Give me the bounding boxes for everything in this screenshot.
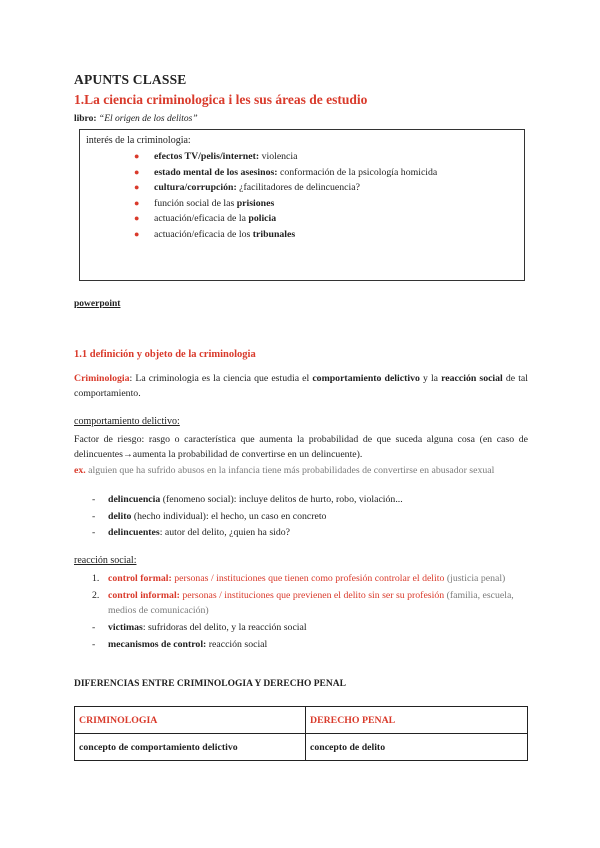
- interest-heading: interés de la criminologia:: [86, 135, 191, 146]
- bullet-icon: ●: [134, 166, 140, 177]
- table-cell: concepto de comportamiento delictivo: [75, 734, 306, 761]
- bullet-icon: ●: [134, 228, 140, 239]
- table-row: [75, 734, 528, 761]
- list-item: - mecanismos de control: reacción social: [92, 639, 268, 650]
- reaction-list: [92, 571, 532, 654]
- list-item: - delincuentes: autor del delito, ¿quien ha sido?: [92, 527, 291, 538]
- book-reference: [74, 114, 198, 124]
- bullet-icon: ●: [134, 197, 140, 208]
- table-header-cell: DERECHO PENAL: [306, 707, 528, 734]
- reaccion-heading: reacción social:: [74, 555, 137, 566]
- bullet-icon: ●: [134, 151, 140, 161]
- list-item: - delito (hecho individual): el hecho, un caso en concreto: [92, 510, 327, 522]
- list-item: - delincuencia (fenomeno social): incluye delitos de hurto, robo, violación...: [92, 494, 403, 505]
- interest-box: [79, 129, 525, 281]
- list-item: ● actuación/eficacia de la policia: [134, 211, 437, 227]
- table-cell: concepto de delito: [306, 734, 528, 761]
- risk-factor-paragraph: Factor de riesgo: rasgo o característica que aumenta la probabilidad de que suceda alguna cosa (en caso de delincuentes→aumenta la probabilidad de convertirse en un delincuente).: [74, 434, 528, 460]
- list-item: ● actuación/eficacia de los tribunales: [134, 227, 437, 243]
- interest-list: [134, 149, 437, 243]
- list-item: ● efectos TV/pelis/internet: violencia: [134, 149, 437, 165]
- differences-title: DIFERENCIAS ENTRE CRIMINOLOGIA Y DERECHO PENAL: [74, 679, 346, 689]
- example-paragraph: ex. alguien que ha sufrido abusos en la infancia tiene más probabilidades de convertirse en abusador sexual: [74, 465, 495, 476]
- comportamiento-heading: comportamiento delictivo:: [74, 416, 180, 427]
- list-item: - victimas: sufridoras del delito, y la reacción social: [92, 622, 307, 633]
- table-header-row: [75, 707, 528, 734]
- table-header-cell: CRIMINOLOGIA: [75, 707, 306, 734]
- book-label: libro:: [74, 114, 97, 124]
- powerpoint-label: powerpoint: [74, 299, 121, 309]
- definition-paragraph: Criminologia: La criminologia es la ciencia que estudia el comportamiento delictivo y la reacción social de tal comportamiento.: [74, 373, 528, 399]
- list-item: 2. control informal: personas / instituciones que previenen el delito sin ser su profesión (familia, escuela, medios de comunicación): [92, 590, 514, 616]
- list-item: ● función social de las prisiones: [134, 196, 437, 212]
- list-item: 1. control formal: personas / instituciones que tienen como profesión controlar el delito (justicia penal): [92, 573, 506, 584]
- list-item: ● cultura/corrupción: ¿facilitadores de delincuencia?: [134, 180, 437, 196]
- delinquency-list: [92, 492, 532, 542]
- document-title: APUNTS CLASSE: [74, 72, 187, 87]
- bullet-icon: ●: [134, 213, 140, 224]
- bullet-icon: ●: [134, 182, 140, 193]
- list-item: ● estado mental de los asesinos: conformación de la psicología homicida: [134, 165, 437, 181]
- section-title: 1.La ciencia criminologica i les sus áreas de estudio: [74, 92, 368, 107]
- comparison-table: [74, 706, 528, 761]
- book-title: “El origen de los delitos”: [98, 114, 198, 124]
- subsection-title: 1.1 definición y objeto de la criminologia: [74, 349, 256, 360]
